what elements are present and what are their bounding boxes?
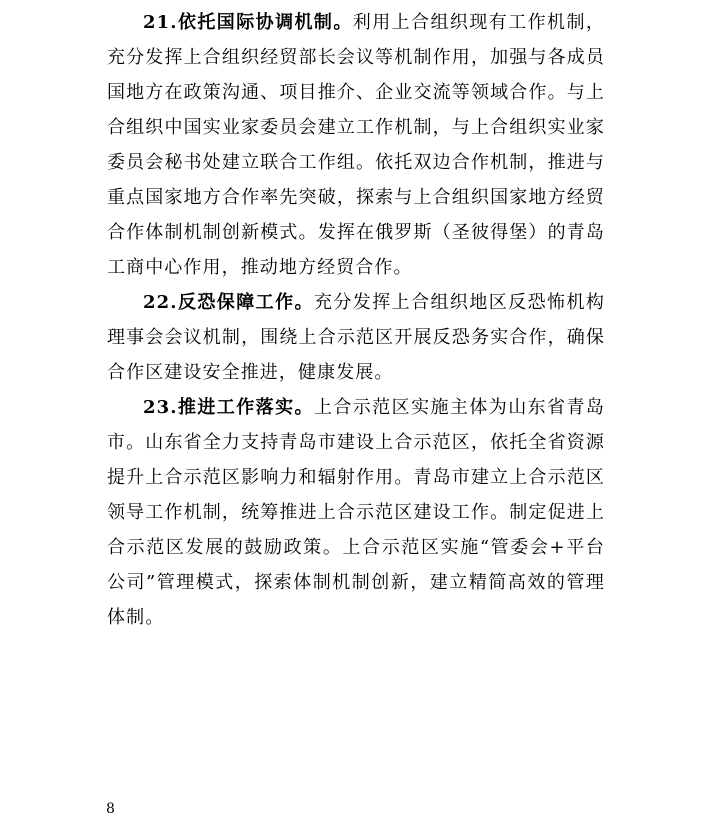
paragraph-23-heading: 23.推进工作落实。 [143, 397, 314, 418]
paragraph-22 [107, 285, 605, 390]
paragraph-21 [107, 5, 605, 285]
paragraph-21-heading: 21.依托国际协调机制。 [143, 12, 353, 33]
page-number: 8 [106, 801, 115, 817]
paragraph-23 [107, 390, 605, 635]
body-text [107, 5, 605, 635]
paragraph-22-heading: 22.反恐保障工作。 [143, 292, 314, 313]
paragraph-21-text: 利用上合组织现有工作机制，充分发挥上合组织经贸部长会议等机制作用，加强与各成员国地方在政策沟通、项目推介、企业交流等领域合作。与上合组织中国实业家委员会建立工作机制，与上合组织实业家委员会秘书处建立联合工作组。依托双边合作机制，推进与重点国家地方合作率先突破，探索与上合组织国家地方经贸合作体制机制创新模式。发挥在俄罗斯（圣彼得堡）的青岛工商中心作用，推动地方经贸合作。 [107, 12, 605, 278]
paragraph-22-text: 充分发挥上合组织地区反恐怖机构理事会会议机制，围绕上合示范区开展反恐务实合作，确保合作区建设安全推进，健康发展。 [107, 292, 605, 383]
paragraph-23-text: 上合示范区实施主体为山东省青岛市。山东省全力支持青岛市建设上合示范区，依托全省资源提升上合示范区影响力和辐射作用。青岛市建立上合示范区领导工作机制，统筹推进上合示范区建设工作。制定促进上合示范区发展的鼓励政策。上合示范区实施“管委会+平台公司”管理模式，探索体制机制创新，建立精简高效的管理体制。 [107, 397, 605, 628]
